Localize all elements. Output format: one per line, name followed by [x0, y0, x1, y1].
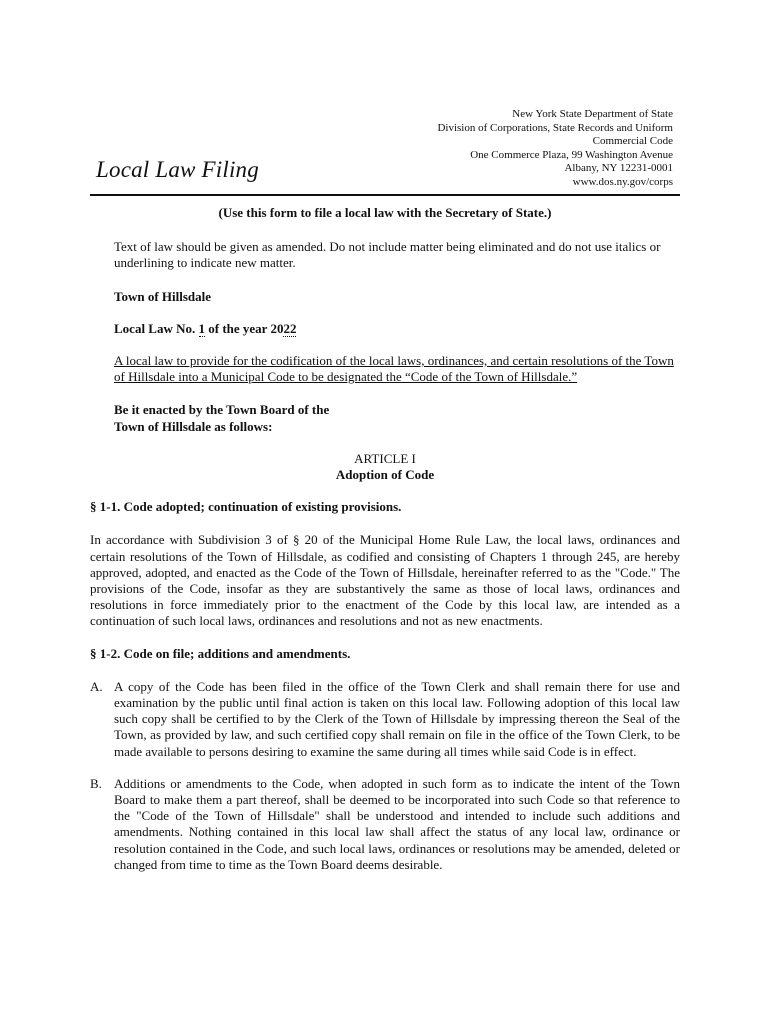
enacting-clause-line-1: Be it enacted by the Town Board of the — [114, 402, 330, 418]
item-b-text: Additions or amendments to the Code, when adopted in such form as to indicate the intent of the Town Board to make them a part thereof, shall be deemed to be incorporated into such Code so that reference to the "Code of the Town of Hillsdale" shall be understood and intended to include such additions and amendments. Nothing contained in this local law shall affect the status of any local law, ordinance or resolution contained in the Code, and such local laws, ordinances or resolutions may be amended, deleted or changed from time to time as the Town Board deems desirable. — [114, 775, 680, 872]
agency-line-division: Division of Corporations, State Records and Uniform — [437, 121, 673, 134]
enacting-clause — [90, 402, 680, 434]
item-a-text: A copy of the Code has been filed in the office of the Town Clerk and shall remain there for use and examination by the public until final action is taken on this local law. Following adoption of this local law such copy shall be certified to by the Clerk of the Town of Hillsdale by impressing thereon the Seal of the Town, as provided by law, and such certified copy shall remain on file in the office of the Town Clerk, to be made available to persons desiring to examine the same during all times while said Code is in effect. — [114, 678, 680, 759]
header-divider — [90, 194, 680, 196]
law-number-value: 1 — [198, 320, 205, 336]
section-1-2-item-b — [90, 776, 680, 873]
form-title: Local Law Filing — [96, 157, 259, 182]
law-title: A local law to provide for the codification of the local laws, ordinances, and certain resolutions of the Town of Hillsdale into a Municipal Code to be designated the “Code of the Town of Hillsdale.” — [114, 353, 674, 385]
form-body — [90, 205, 680, 873]
agency-line-website: www.dos.ny.gov/corps — [572, 175, 673, 188]
law-number-prefix: Local Law No. — [114, 320, 199, 336]
law-year-prefix: of the year 20 — [205, 320, 284, 336]
section-1-1-text: In accordance with Subdivision 3 of § 20 of the Municipal Home Rule Law, the local laws, ordinances and certain resolutions of the Town of Hillsdale, as codified and consisting of Chapters 1 through 245, are hereby approved, adopted, and enacted as the Code of the Town of Hillsdale, hereinafter referred to as the "Code." The provisions of the Code, insofar as they are substantively the same as those of local laws, ordinances and resolutions in force immediately prior to the enactment of the Code by this local law, are intended as a continuation of such local laws, ordinances and resolutions and not as new enactments. — [90, 532, 680, 629]
use-form-instruction: (Use this form to file a local law with the Secretary of State.) — [218, 205, 552, 220]
section-1-1-heading: § 1-1. Code adopted; continuation of existing provisions. — [90, 499, 402, 515]
municipality-name: Town of Hillsdale — [114, 288, 212, 304]
agency-line-division-cont: Commercial Code — [592, 135, 673, 148]
article-heading — [90, 451, 680, 483]
item-b-label: B. — [90, 775, 102, 791]
article-number: ARTICLE I — [354, 450, 416, 466]
enacting-clause-line-2: Town of Hillsdale as follows: — [114, 418, 273, 434]
agency-address-block — [373, 108, 673, 190]
amendment-note: Text of law should be given as amended. Do not include matter being eliminated and do not use italics or underlining to indicate new matter. — [114, 239, 661, 271]
agency-line-city: Albany, NY 12231-0001 — [564, 162, 673, 175]
local-law-number-line — [90, 321, 680, 337]
law-year-value: 22 — [283, 320, 297, 336]
section-1-2-item-a — [90, 679, 680, 760]
agency-line-department: New York State Department of State — [512, 108, 673, 120]
item-a-label: A. — [90, 678, 103, 694]
article-title: Adoption of Code — [335, 467, 435, 483]
agency-line-street: One Commerce Plaza, 99 Washington Avenue — [470, 148, 673, 161]
section-1-2-heading: § 1-2. Code on file; additions and amendments. — [90, 645, 351, 661]
